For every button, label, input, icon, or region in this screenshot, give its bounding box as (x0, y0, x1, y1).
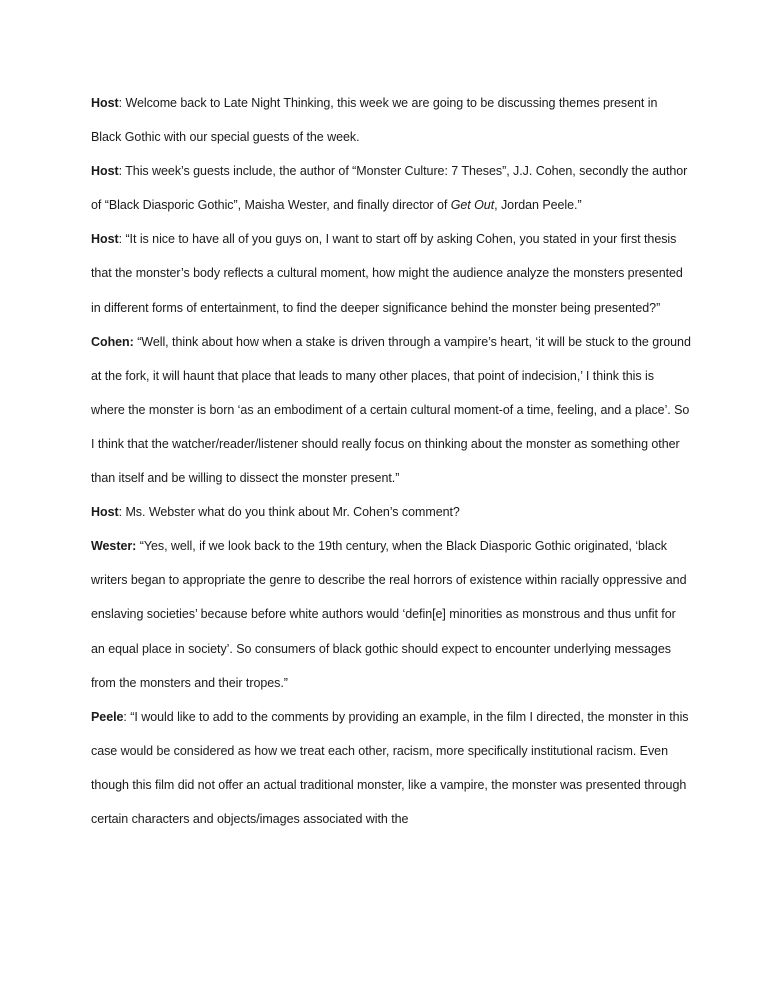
paragraph-text: “I would like to add to the comments by providing an example, in the film I directed, the monster in this case would be considered as how we treat each other, racism, more specifically institutional racism. Even though this film did not offer an actual traditional monster, like a vampire, the monster was presented through certain characters and objects/images associated with the (91, 709, 689, 826)
paragraph-peele-answer (91, 700, 691, 836)
speaker-label: Host (91, 96, 119, 110)
speaker-label: Host (91, 164, 119, 179)
film-title: Get Out (450, 198, 495, 213)
speaker-label: Cohen: (91, 334, 134, 349)
speaker-label: Host (91, 232, 119, 247)
paragraph-host-guests (91, 154, 691, 222)
speaker-separator: : (118, 96, 126, 110)
paragraph-text: Welcome back to Late Night Thinking, this week we are going to be discussing themes present in Black Gothic with our special guests of the week. (91, 96, 658, 145)
speaker-separator: : (118, 164, 126, 179)
paragraph-text: Ms. Webster what do you think about Mr. Cohen’s comment? (125, 505, 460, 520)
paragraph-text: This week’s guests include, the author of “Monster Culture: 7 Theses”, J.J. Cohen, secondly the author of “Black Diasporic Gothic”, Maisha Wester, and finally director of (91, 164, 688, 213)
paragraph-host-followup (91, 495, 691, 529)
paragraph-wester-answer (91, 529, 691, 699)
paragraph-text: “Yes, well, if we look back to the 19th century, when the Black Diasporic Gothic originated, ‘black writers began to appropriate the genre to describe the real horrors of existence within racially oppressive and enslaving societies’ because before white authors would ‘defin[e] minorities as monstrous and thus unfit for an equal place in society’. So consumers of black gothic should expect to encounter underlying messages from the monsters and their tropes.” (91, 539, 687, 690)
speaker-label: Host (91, 505, 119, 520)
speaker-separator: : (123, 709, 131, 724)
paragraph-text-end: , Jordan Peele.” (494, 198, 582, 213)
paragraph-text: “It is nice to have all of you guys on, I want to start off by asking Cohen, you stated in your first thesis that the monster’s body reflects a cultural moment, how might the audience analyze the monsters presented in different forms of entertainment, to find the deeper significance behind the monster being presented?” (91, 232, 683, 315)
paragraph-host-welcome (91, 86, 691, 154)
paragraph-host-question (91, 222, 691, 324)
transcript-body (91, 86, 691, 836)
paragraph-cohen-answer (91, 325, 691, 495)
speaker-separator: : (118, 232, 126, 247)
speaker-separator: : (118, 505, 126, 520)
speaker-label: Wester: (91, 539, 137, 554)
paragraph-text: “Well, think about how when a stake is driven through a vampire’s heart, ‘it will be stuck to the ground at the fork, it will haunt that place that leads to many other places, that point of indecision,’ I think this is where the monster is born ‘as an embodiment of a certain cultural moment-of a time, feeling, and a place’. So I think that the watcher/reader/listener should really focus on thinking about the monster as something other than itself and be willing to dissect the monster present.” (91, 334, 691, 486)
speaker-label: Peele (91, 709, 124, 724)
